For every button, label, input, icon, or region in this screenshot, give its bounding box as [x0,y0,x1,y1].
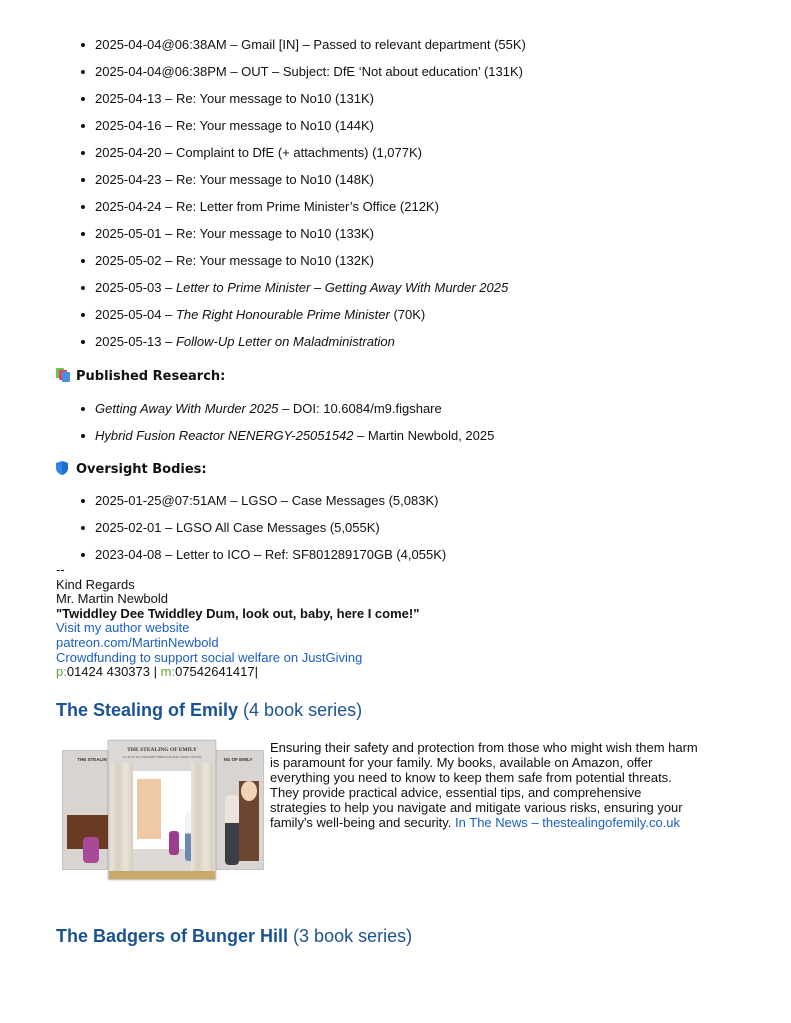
series-name[interactable]: The Stealing of Emily [56,700,239,720]
signature-quote: "Twiddley Dee Twiddley Dum, look out, baby, here I come!" [56,605,420,621]
correspondence-list [56,37,526,361]
item-text: 2025-04-24 – Re: Letter from Prime Minister’s Office (212K) [95,199,439,214]
item-detail: – Martin Newbold, 2025 [353,428,495,443]
item-text: 2025-01-25@07:51AM – LGSO – Case Messages (5,083K) [95,493,439,508]
item-date: 2025-05-04 – [95,307,176,322]
cover-subtitle: A CYCLE OF CHILDREN THROUGH OUR COURT SYSTEM [122,755,202,759]
shield-icon [56,461,70,475]
item-detail: – DOI: 10.6084/m9.figshare [278,401,442,416]
contact-divider: | [150,664,161,680]
judge-illustration [241,781,257,801]
mobile-number[interactable]: 07542641417| [175,664,258,680]
book-cover-center [108,740,216,880]
series-title-stealing-of-emily[interactable] [56,700,362,721]
series-name[interactable]: The Badgers of Bunger Hill [56,926,289,946]
list-item [56,401,494,428]
list-item [56,172,526,199]
in-the-news-link[interactable]: In The News – thestealingofemily.co.uk [455,815,681,830]
item-date: 2025-05-13 – [95,334,176,349]
heading-text: Published Research: [76,369,226,384]
cover-title: THE STEALING OF EMILY [127,747,197,753]
oversight-bodies-heading [56,461,207,477]
signature-separator: -- [56,562,65,577]
list-item [56,226,526,253]
list-item [56,145,526,172]
email-signature [56,563,419,680]
list-item [56,307,526,334]
series-title-badgers-of-bunger-hill[interactable] [56,926,412,947]
cover-title: NG OF EMILY [223,757,253,762]
signature-closing: Kind Regards [56,576,135,592]
item-size: (70K) [389,307,426,322]
item-text: 2025-04-04@06:38PM – OUT – Subject: DfE ‘Not about education’ (131K) [95,64,523,79]
author-website-link[interactable]: Visit my author website [56,620,190,636]
item-title: Hybrid Fusion Reactor NENERGY-25051542 [95,428,354,443]
heading-text: Oversight Bodies: [76,462,207,477]
mobile-label: m: [160,664,176,680]
window-illustration [133,771,193,849]
list-item [56,91,526,118]
item-text: 2025-02-01 – LGSO All Case Messages (5,055K) [95,520,380,535]
girl-illustration [225,795,239,865]
justgiving-link[interactable]: Crowdfunding to support social welfare on JustGiving [56,649,363,665]
item-title: The Right Honourable Prime Minister [175,307,390,322]
curtain-right [191,763,213,880]
list-item [56,253,526,280]
list-item [56,37,526,64]
list-item [56,493,446,520]
item-date: 2025-05-03 – [95,280,176,295]
item-text: 2025-04-13 – Re: Your message to No10 (131K) [95,91,374,106]
phone-number[interactable]: 01424 430373 [66,664,150,680]
list-item [56,520,446,547]
published-research-heading [56,368,225,384]
child-illustration [169,831,179,855]
patreon-link[interactable]: patreon.com/MartinNewbold [56,634,219,650]
book-cover-right [212,750,264,870]
contact-line [56,665,419,680]
cover-title: THE STEALIN [77,757,107,762]
description-text: Ensuring their safety and protection from those who might wish them harm is paramount for your family. My books, available on Amazon, offer everything you need to know to keep them safe from potential threats. They provide practical advice, essential tips, and comprehensive strategies to help you navigate and mitigate various risks, ensuring your family's well-being and security. [270,740,698,830]
item-text: 2025-04-20 – Complaint to DfE (+ attachments) (1,077K) [95,145,422,160]
item-text: 2025-05-01 – Re: Your message to No10 (133K) [95,226,374,241]
item-text: 2025-04-04@06:38AM – Gmail [IN] – Passed to relevant department (55K) [95,37,526,52]
oversight-bodies-list [56,493,446,574]
series-count: (4 book series) [243,700,363,720]
list-item [56,334,526,361]
floor [109,871,215,879]
list-item [56,199,526,226]
item-text: 2025-04-16 – Re: Your message to No10 (144K) [95,118,374,133]
item-title: Getting Away With Murder 2025 [95,401,279,416]
series-count: (3 book series) [293,926,413,946]
series-description [270,740,700,830]
phone-label: p: [56,664,67,680]
books-icon [56,368,70,382]
item-title: Letter to Prime Minister – Getting Away With Murder 2025 [175,280,509,295]
curtain-left [111,763,133,880]
list-item [56,118,526,145]
item-text: 2025-04-23 – Re: Your message to No10 (148K) [95,172,374,187]
published-research-list [56,401,494,455]
item-text: 2025-05-02 – Re: Your message to No10 (132K) [95,253,374,268]
signature-name: Mr. Martin Newbold [56,591,168,607]
item-title: Follow-Up Letter on Maladministration [175,334,395,349]
book-covers-image[interactable] [62,740,262,880]
item-text: 2023-04-08 – Letter to ICO – Ref: SF801289170GB (4,055K) [95,547,447,562]
list-item [56,280,526,307]
child-illustration [83,837,99,863]
list-item [56,64,526,91]
list-item [56,428,494,455]
